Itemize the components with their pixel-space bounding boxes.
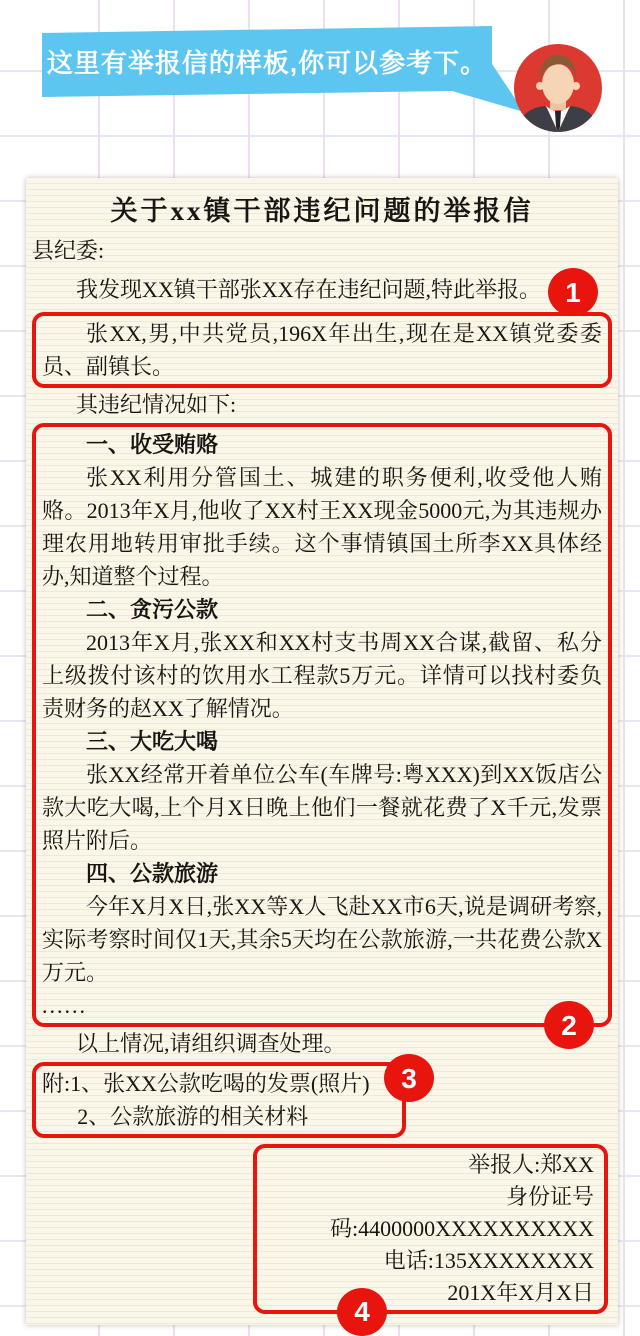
- section-paragraph: 张XX利用分管国土、城建的职务便利,收受他人贿赂。2013年X月,他收了XX村王XX现金5000元,为其违规办理农用地转用审批手续。这个事情镇国土所李XX具体经办,知道整个过程。: [42, 465, 602, 589]
- annotation-badge-1: 1: [548, 268, 598, 316]
- annotation-badge-3: 3: [384, 1054, 434, 1102]
- lead-in-line: 其违纪情况如下:: [76, 392, 237, 417]
- closing-line: 以上情况,请组织调查处理。: [76, 1031, 346, 1056]
- salutation: 县纪委:: [32, 238, 105, 263]
- section-paragraph: 张XX经常开着单位公车(车牌号:粤XXX)到XX饭店公款大吃大喝,上个月X日晚上他们一餐就花费了X千元,发票照片附后。: [42, 762, 602, 853]
- bubble-text: 这里有举报信的样板,你可以参考下。: [46, 47, 488, 78]
- letter-paper: [26, 178, 618, 1325]
- highlight-box-4: [253, 1144, 608, 1327]
- signature-date: 201X年X月X日: [447, 1280, 594, 1305]
- signature-id-number: 身份证号码:4400000XXXXXXXXXX: [330, 1184, 594, 1241]
- signature-reporter: 举报人:郑XX: [468, 1152, 594, 1177]
- attachment-line: 2、公款旅游的相关材料: [77, 1104, 309, 1129]
- letter-title: 关于xx镇干部违纪问题的举报信: [110, 196, 534, 226]
- annotation-badge-2: 2: [544, 1001, 594, 1049]
- signature-phone: 电话:135XXXXXXXX: [383, 1248, 594, 1273]
- highlight-box-2: [32, 423, 612, 1041]
- highlight-box-3: [32, 1062, 417, 1138]
- section-paragraph: 今年X月X日,张XX等X人飞赴XX市6天,说是调研考察,实际考察时间仅1天,其余5天均在公款旅游,一共花费公款X万元。: [42, 894, 602, 985]
- section-heading: 三、大吃大喝: [86, 729, 219, 754]
- section-heading: 一、收受贿赂: [86, 432, 219, 457]
- section-heading: 二、贪污公款: [86, 597, 219, 622]
- suspect-profile: 张XX,男,中共党员,196X年出生,现在是XX镇党委委员、副镇长。: [42, 321, 602, 379]
- annotation-badge-4: 4: [337, 1288, 387, 1336]
- section-heading: 四、公款旅游: [86, 861, 219, 886]
- attachment-line: 附:1、张XX公款吃喝的发票(照片): [42, 1071, 370, 1096]
- ellipsis-line: ......: [42, 993, 87, 1018]
- intro-paragraph: 我发现XX镇干部张XX存在违纪问题,特此举报。: [76, 277, 542, 302]
- section-paragraph: 2013年X月,张XX和XX村支书周XX合谋,截留、私分上级拨付该村的饮用水工程款5万元。详情可以找村委负责财务的赵XX了解情况。: [42, 630, 602, 721]
